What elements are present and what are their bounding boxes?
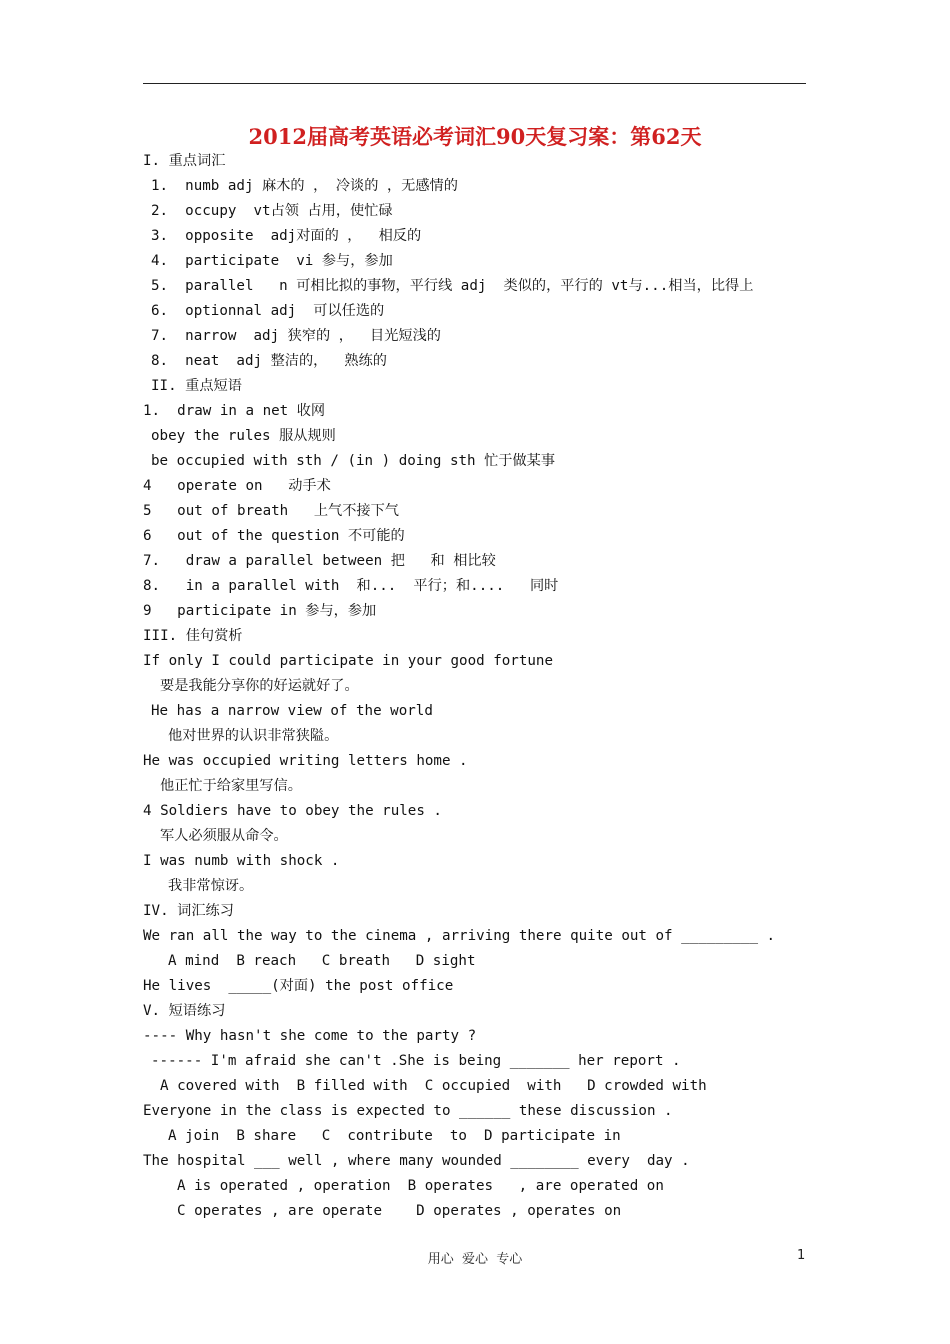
example-translation: 他对世界的认识非常狭隘。 (168, 728, 339, 744)
vocab-item: 8. neat adj 整洁的， 熟练的 (151, 353, 387, 369)
example-sentence: I was numb with shock . (143, 853, 340, 869)
vocab-item: 7. narrow adj 狭窄的 ， 目光短浅的 (151, 328, 441, 344)
example-translation: 他正忙于给家里写信。 (160, 778, 302, 794)
example-sentence: If only I could participate in your good fortune (143, 653, 553, 669)
exercise-question: We ran all the way to the cinema , arriving there quite out of _________ . (143, 928, 776, 944)
phrase-item: 1. draw in a net 收网 (143, 403, 326, 419)
section-heading-3: III. 佳句赏析 (143, 628, 243, 644)
exercise-options: A mind B reach C breath D sight (168, 953, 476, 969)
vocab-item: 2. occupy vt占领 占用，使忙碌 (151, 203, 393, 219)
section-heading-2: II. 重点短语 (151, 378, 242, 394)
section-heading-1: I. 重点词汇 (143, 153, 226, 169)
phrase-item: 8. in a parallel with 和... 平行；和.... 同时 (143, 578, 559, 594)
section-heading-4: IV. 词汇练习 (143, 903, 234, 919)
exercise-question: ---- Why hasn't she come to the party ? (143, 1028, 477, 1044)
vocab-item: 4. participate vi 参与，参加 (151, 253, 393, 269)
phrase-item: 9 participate in 参与，参加 (143, 603, 377, 619)
page-number: 1 (797, 1248, 806, 1263)
example-translation: 要是我能分享你的好运就好了。 (160, 678, 359, 694)
vocab-item: 6. optionnal adj 可以任选的 (151, 303, 385, 319)
phrase-item: 5 out of breath 上气不接下气 (143, 503, 399, 519)
document-title: 2012届高考英语必考词汇90天复习案：第62天 (248, 124, 702, 149)
example-sentence: He was occupied writing letters home . (143, 753, 468, 769)
example-sentence: He has a narrow view of the world (151, 703, 433, 719)
vocab-item: 5. parallel n 可相比拟的事物，平行线 adj 类似的，平行的 vt与...相当，比得上 (151, 278, 754, 294)
phrase-item: be occupied with sth / (in ) doing sth 忙于做某事 (151, 453, 556, 469)
exercise-question: ------ I'm afraid she can't .She is being _______ her report . (151, 1053, 681, 1069)
exercise-question: He lives _____(对面) the post office (143, 978, 454, 994)
exercise-options: A join B share C contribute to D participate in (168, 1128, 621, 1144)
header-rule (143, 83, 806, 84)
exercise-question: Everyone in the class is expected to ______ these discussion . (143, 1103, 673, 1119)
exercise-question: The hospital ___ well , where many wounded ________ every day . (143, 1153, 690, 1169)
vocab-item: 1. numb adj 麻木的 ， 冷谈的 ，无感情的 (151, 178, 458, 194)
phrase-item: 7. draw a parallel between 把 和 相比较 (143, 553, 496, 569)
exercise-options: C operates , are operate D operates , operates on (177, 1203, 622, 1219)
phrase-item: 4 operate on 动手术 (143, 478, 331, 494)
example-translation: 我非常惊讶。 (168, 878, 254, 894)
phrase-item: 6 out of the question 不可能的 (143, 528, 405, 544)
exercise-options: A covered with B filled with C occupied with D crowded with (160, 1078, 707, 1094)
example-translation: 军人必须服从命令。 (160, 828, 288, 844)
vocab-item: 3. opposite adj对面的 ， 相反的 (151, 228, 422, 244)
section-heading-5: V. 短语练习 (143, 1003, 226, 1019)
example-sentence: 4 Soldiers have to obey the rules . (143, 803, 442, 819)
page-footer: 用心 爱心 专心 (427, 1252, 523, 1267)
phrase-item: obey the rules 服从规则 (151, 428, 336, 444)
exercise-options: A is operated , operation B operates , are operated on (177, 1178, 664, 1194)
